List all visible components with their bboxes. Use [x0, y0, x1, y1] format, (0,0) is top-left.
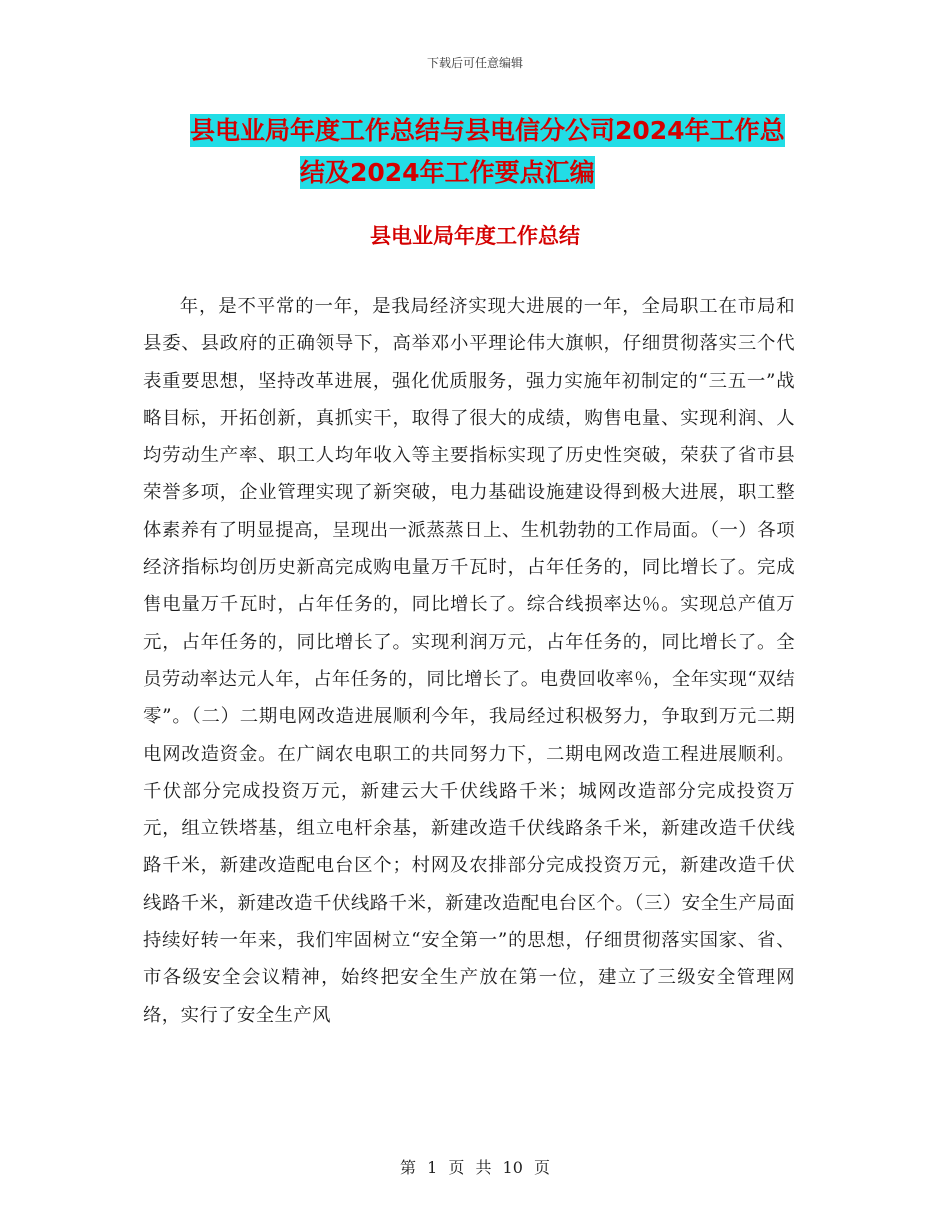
title-line-2-text: 结及2024年工作要点汇编	[300, 158, 595, 187]
page-footer: 第 1 页 共 10 页	[400, 1158, 550, 1177]
document-title	[150, 110, 840, 194]
title-line-2	[150, 152, 840, 194]
title-line-1	[150, 110, 840, 152]
header-note: 下载后可任意编辑	[426, 56, 523, 70]
title-line-1-text: 县电业局年度工作总结与县电信分公司2024年工作总	[190, 116, 785, 145]
section-title: 县电业局年度工作总结	[370, 224, 580, 248]
body-paragraph: 年，是不平常的一年，是我局经济实现大进展的一年，全局职工在市局和县委、县政府的正确领导下，高举邓小平理论伟大旗帜，仔细贯彻落实三个代表重要思想，坚持改革进展，强化优质服务，强力实施年初制定的“三五一”战略目标，开拓创新，真抓实干，取得了很大的成绩，购售电量、实现利润、人均劳动生产率、职工人均年收入等主要指标实现了历史性突破，荣获了省市县荣誉多项，企业管理实现了新突破，电力基础设施建设得到极大进展，职工整体素养有了明显提高，呈现出一派蒸蒸日上、生机勃勃的工作局面。（一）各项经济指标均创历史新高完成购电量万千瓦时，占年任务的，同比增长了。完成售电量万千瓦时，占年任务的，同比增长了。综合线损率达％。实现总产值万元，占年任务的，同比增长了。实现利润万元，占年任务的，同比增长了。全员劳动率达元人年，占年任务的，同比增长了。电费回收率％，全年实现“双结零”。（二）二期电网改造进展顺利今年，我局经过积极努力，争取到万元二期电网改造资金。在广阔农电职工的共同努力下，二期电网改造工程进展顺利。千伏部分完成投资万元，新建云大千伏线路千米；城网改造部分完成投资万元，组立铁塔基，组立电杆余基，新建改造千伏线路条千米，新建改造千伏线路千米，新建改造配电台区个；村网及农排部分完成投资万元，新建改造千伏线路千米，新建改造千伏线路千米，新建改造配电台区个。（三）安全生产局面持续好转一年来，我们牢固树立“安全第一”的思想，仔细贯彻落实国家、省、市各级安全会议精神，始终把安全生产放在第一位，建立了三级安全管理网络，实行了安全生产风	[143, 296, 795, 1026]
